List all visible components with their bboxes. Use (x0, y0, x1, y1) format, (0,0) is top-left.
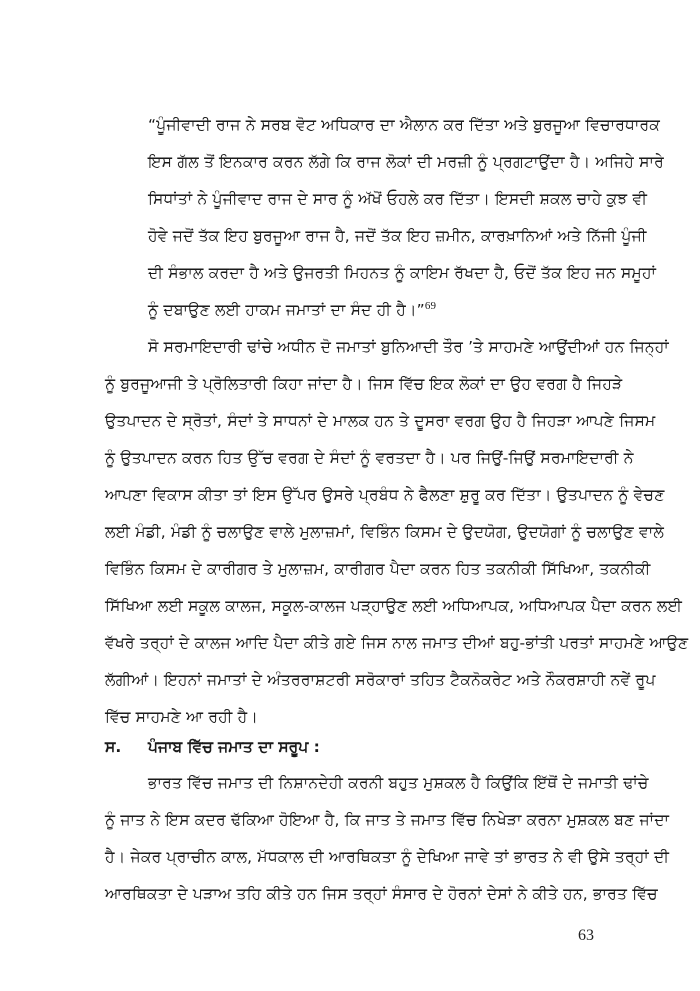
page-number: 63 (578, 927, 594, 944)
paragraph-line: ਉਤਪਾਦਨ ਦੇ ਸ੍ਰੋਤਾਂ, ਸੰਦਾਂ ਤੇ ਸਾਧਨਾਂ ਦੇ ਮਾਲਕ ਹਨ ਤੇ ਦੂਸਰਾ ਵਰਗ ਉਹ ਹੈ ਜਿਹੜਾ ਆਪਣੇ ਜਿਸਮ (105, 412, 656, 430)
quote-line: ਹੋਵੇ ਜਦੋਂ ਤੱਕ ਇਹ ਬੁਰਜੂਆ ਰਾਜ ਹੈ, ਜਦੋਂ ਤੱਕ ਇਹ ਜ਼ਮੀਨ, ਕਾਰਖ਼ਾਨਿਆਂ ਅਤੇ ਨਿੱਜੀ ਪੂੰਜੀ (148, 227, 647, 245)
paragraph-line: ਵਿਭਿੰਨ ਕਿਸਮ ਦੇ ਕਾਰੀਗਰ ਤੇ ਮੁਲਾਜ਼ਮ, ਕਾਰੀਗਰ ਪੈਦਾ ਕਰਨ ਹਿਤ ਤਕਨੀਕੀ ਸਿੱਖਿਆ, ਤਕਨੀਕੀ (105, 560, 651, 578)
paragraph-line: ਭਾਰਤ ਵਿੱਚ ਜਮਾਤ ਦੀ ਨਿਸ਼ਾਨਦੇਹੀ ਕਰਨੀ ਬਹੁਤ ਮੁਸ਼ਕਲ ਹੈ ਕਿਉਂਕਿ ਇੱਥੋਂ ਦੇ ਜਮਾਤੀ ਢਾਂਚੇ (148, 774, 649, 792)
paragraph-line: ਹੈ। ਜੇਕਰ ਪ੍ਰਾਚੀਨ ਕਾਲ, ਮੱਧਕਾਲ ਦੀ ਆਰਥਿਕਤਾ ਨੂੰ ਦੇਖਿਆ ਜਾਵੇ ਤਾਂ ਭਾਰਤ ਨੇ ਵੀ ਉਸੇ ਤਰ੍ਹਾਂ ਦੀ (105, 848, 670, 866)
section-heading (105, 738, 320, 757)
quote-line: “ਪੂੰਜੀਵਾਦੀ ਰਾਜ ਨੇ ਸਰਬ ਵੋਟ ਅਧਿਕਾਰ ਦਾ ਐਲਾਨ ਕਰ ਦਿੱਤਾ ਅਤੇ ਬੁਰਜੂਆ ਵਿਚਾਰਧਾਰਕ (148, 116, 661, 134)
quote-last-line (148, 300, 594, 320)
paragraph-line: ਵੱਖਰੇ ਤਰ੍ਹਾਂ ਦੇ ਕਾਲਜ ਆਦਿ ਪੈਦਾ ਕੀਤੇ ਗਏ ਜਿਸ ਨਾਲ ਜਮਾਤ ਦੀਆਂ ਬਹੁ-ਭਾਂਤੀ ਪਰਤਾਂ ਸਾਹਮਣੇ ਆਉਣ (105, 634, 689, 652)
paragraph-line: ਨੂੰ ਬੁਰਜੂਆਜੀ ਤੇ ਪ੍ਰੋਲਿਤਾਰੀ ਕਿਹਾ ਜਾਂਦਾ ਹੈ। ਜਿਸ ਵਿੱਚ ਇਕ ਲੋਕਾਂ ਦਾ ਉਹ ਵਰਗ ਹੈ ਜਿਹੜੇ (105, 375, 623, 393)
paragraph-line: ਆਰਥਿਕਤਾ ਦੇ ਪੜਾਅ ਤਹਿ ਕੀਤੇ ਹਨ ਜਿਸ ਤਰ੍ਹਾਂ ਸੰਸਾਰ ਦੇ ਹੋਰਨਾਂ ਦੇਸਾਂ ਨੇ ਕੀਤੇ ਹਨ, ਭਾਰਤ ਵਿੱਚ (105, 885, 658, 903)
quote-line: ਇਸ ਗੱਲ ਤੋਂ ਇਨਕਾਰ ਕਰਨ ਲੱਗੇ ਕਿ ਰਾਜ ਲੋਕਾਂ ਦੀ ਮਰਜ਼ੀ ਨੂੰ ਪ੍ਰਗਟਾਉਂਦਾ ਹੈ। ਅਜਿਹੇ ਸਾਰੇ (148, 153, 664, 171)
paragraph-line: ਨੂੰ ਜਾਤ ਨੇ ਇਸ ਕਦਰ ਢੱਕਿਆ ਹੋਇਆ ਹੈ, ਕਿ ਜਾਤ ਤੇ ਜਮਾਤ ਵਿੱਚ ਨਿਖੇੜਾ ਕਰਨਾ ਮੁਸ਼ਕਲ ਬਣ ਜਾਂਦਾ (105, 811, 670, 829)
section-title: ਪੰਜਾਬ ਵਿੱਚ ਜਮਾਤ ਦਾ ਸਰੂਪ : (148, 738, 320, 756)
paragraph-line: ਨੂੰ ਉਤਪਾਦਨ ਕਰਨ ਹਿਤ ਉੱਚ ਵਰਗ ਦੇ ਸੰਦਾਂ ਨੂੰ ਵਰਤਦਾ ਹੈ। ਪਰ ਜਿਉਂ-ਜਿਉਂ ਸਰਮਾਇਦਾਰੀ ਨੇ (105, 449, 634, 467)
paragraph-line: ਵਿੱਚ ਸਾਹਮਣੇ ਆ ਰਹੀ ਹੈ। (105, 708, 259, 726)
paragraph-line: ਸਿੱਖਿਆ ਲਈ ਸਕੂਲ ਕਾਲਜ, ਸਕੂਲ-ਕਾਲਜ ਪੜ੍ਹਾਉਣ ਲਈ ਅਧਿਆਪਕ, ਅਧਿਆਪਕ ਪੈਦਾ ਕਰਨ ਲਈ (105, 597, 683, 615)
paragraph-line: ਆਪਣਾ ਵਿਕਾਸ ਕੀਤਾ ਤਾਂ ਇਸ ਉੱਪਰ ਉਸਰੇ ਪ੍ਰਬੰਧ ਨੇ ਫੈਲਣਾ ਸ਼ੁਰੂ ਕਰ ਦਿੱਤਾ। ਉਤਪਾਦਨ ਨੂੰ ਵੇਚਣ (105, 486, 665, 504)
quote-line: ਦੀ ਸੰਭਾਲ ਕਰਦਾ ਹੈ ਅਤੇ ਉਜਰਤੀ ਮਿਹਨਤ ਨੂੰ ਕਾਇਮ ਰੱਖਦਾ ਹੈ, ਓਦੋਂ ਤੱਕ ਇਹ ਜਨ ਸਮੂਹਾਂ (148, 264, 657, 282)
section-number: ਸ. (105, 738, 122, 756)
paragraph-line: ਸੋ ਸਰਮਾਇਦਾਰੀ ਢਾਂਚੇ ਅਧੀਨ ਦੋ ਜਮਾਤਾਂ ਬੁਨਿਆਦੀ ਤੌਰ ’ਤੇ ਸਾਹਮਣੇ ਆਉਂਦੀਆਂ ਹਨ ਜਿਨ੍ਹਾਂ (148, 338, 669, 356)
quote-line: ਨੂੰ ਦਬਾਉਣ ਲਈ ਹਾਕਮ ਜਮਾਤਾਂ ਦਾ ਸੰਦ ਹੀ ਹੈ।” (148, 301, 425, 319)
paragraph-line: ਲੱਗੀਆਂ। ਇਹਨਾਂ ਜਮਾਤਾਂ ਦੇ ਅੰਤਰਰਾਸ਼ਟਰੀ ਸਰੋਕਾਰਾਂ ਤਹਿਤ ਟੈਕਨੋਕਰੇਟ ਅਤੇ ਨੌਕਰਸ਼ਾਹੀ ਨਵੇਂ ਰੂਪ (105, 671, 656, 689)
footnote-reference[interactable]: 69 (424, 299, 437, 312)
paragraph-line: ਲਈ ਮੰਡੀ, ਮੰਡੀ ਨੂੰ ਚਲਾਉਣ ਵਾਲੇ ਮੁਲਾਜ਼ਮਾਂ, ਵਿਭਿੰਨ ਕਿਸਮ ਦੇ ਉਦਯੋਗ, ਉਦਯੋਗਾਂ ਨੂੰ ਚਲਾਉਣ ਵਾਲੇ (105, 523, 665, 541)
quote-line: ਸਿਧਾਂਤਾਂ ਨੇ ਪੂੰਜੀਵਾਦ ਰਾਜ ਦੇ ਸਾਰ ਨੂੰ ਅੱਖੋਂ ਓਹਲੇ ਕਰ ਦਿੱਤਾ। ਇਸਦੀ ਸ਼ਕਲ ਚਾਹੇ ਕੁਝ ਵੀ (148, 190, 648, 208)
